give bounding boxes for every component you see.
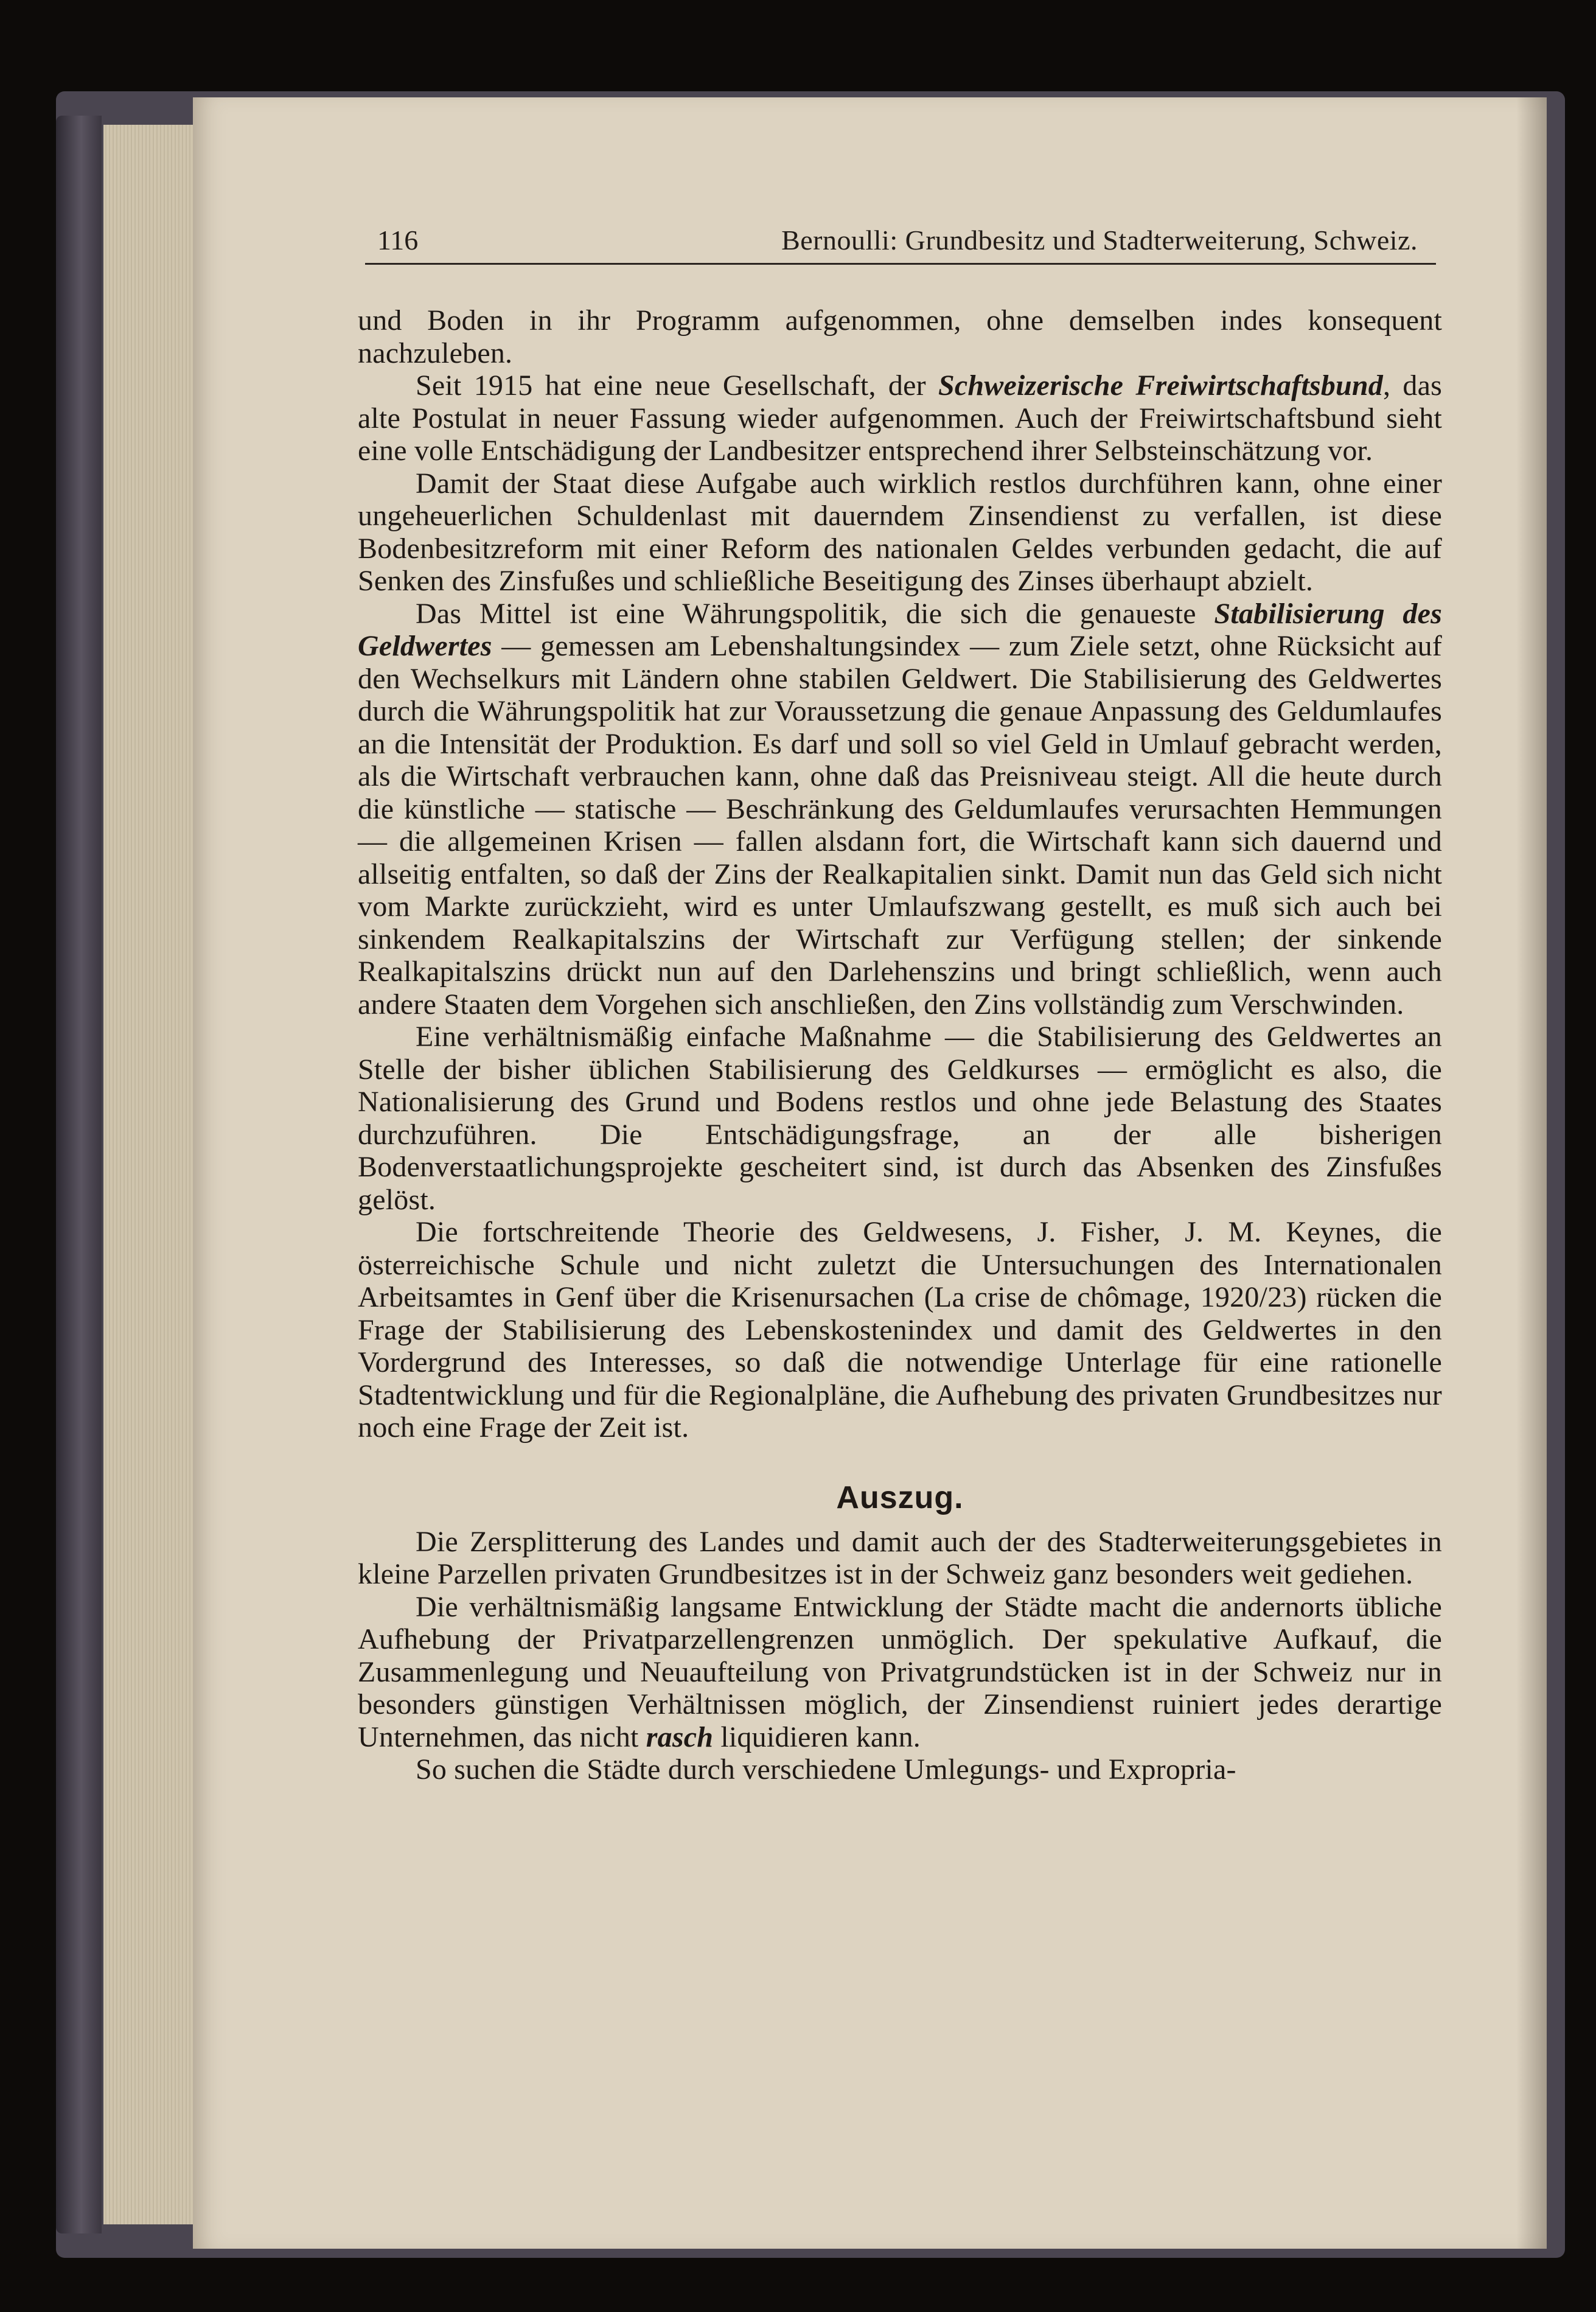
summary-paragraph bbox=[358, 1591, 1442, 1754]
paragraph-text: — gemessen am Lebenshaltungsindex — zum Ziele setzt, ohne Rücksicht auf den Wechselkurs mit Ländern ohne stabilen Geldwert. Die Stabilisierung des Geldwertes durch die Währungspolitik hat zur Voraussetzung die genaue Anpassung des Geldumlaufes an die Intensität der Produktion. Es darf und soll so viel Geld in Umlauf gebracht werden, als die Wirtschaft verbrauchen kann, ohne daß das Preisniveau steigt. All die heute durch die künstliche — statische — Beschränkung des Geldumlaufes verursachten Hemmungen — die allgemeinen Krisen — fallen alsdann fort, die Wirtschaft kann sich dauernd und allseitig entfalten, so daß der Zins der Realkapitalien sinkt. Damit nun das Geld sich nicht vom Markte zurückzieht, wird es unter Umlaufszwang gestellt, es muß sich auch bei sinkendem Realkapitalszins der Wirtschaft zur Verfügung stellen; der sinkende Realkapitalszins drückt nun auf den Darlehenszins und bringt schließlich, wenn auch andere Staaten dem Vorgehen sich anschließen, den Zins vollständig zum Verschwinden. bbox=[358, 630, 1442, 1021]
body-text bbox=[358, 304, 1442, 1786]
paragraph-text: Eine verhältnismäßig einfache Maßnahme — die Stabilisierung des Geldwertes an Stelle der bisher üblichen Stabilisierung des Geldkurses — ermöglicht es also, die Nationalisierung des Grund und Bodens restlos und ohne jede Belastung des Staates durchzuführen. Die Entschädigungsfrage, an der alle bisherigen Bodenverstaatlichungsprojekte gescheitert sind, ist durch das Absenken des Zinsfußes gelöst. bbox=[358, 1021, 1442, 1216]
paragraph-text: Die verhältnismäßig langsame Entwicklung der Städte macht die andernorts übliche Aufhebung der Privatparzellengrenzen unmöglich. Der spekulative Aufkauf, die Zusammenlegung und Neuaufteilung von Privatgrundstücken ist in der Schweiz nur in besonders günstigen Verhältnissen möglich, der Zinsendienst ruiniert jedes derartige Unternehmen, das nicht bbox=[358, 1590, 1442, 1753]
emphasis: Schweizerische Freiwirtschaftsbund bbox=[938, 369, 1383, 402]
paragraph-text: , das alte Postulat in neuer Fassung wieder aufgenommen. Auch der Freiwirtschaftsbund sieht eine volle Entschädigung der Landbesitzer entsprechend ihrer Selbsteinschätzung vor. bbox=[358, 369, 1443, 467]
running-header bbox=[365, 224, 1436, 265]
paragraph-text: liquidieren kann. bbox=[713, 1720, 921, 1753]
emphasis: rasch bbox=[646, 1720, 714, 1753]
paragraph-text: Damit der Staat diese Aufgabe auch wirklich restlos durchführen kann, ohne einer ungeheuerlichen Schuldenlast mit dauerndem Zinsendienst zu verfallen, ist diese Bodenbesitzreform mit einer Reform des nationalen Geldes verbunden gedacht, die auf Senken des Zinsfußes und schließliche Beseitigung des Zinses überhaupt abzielt. bbox=[358, 467, 1442, 597]
paragraph-text: Die Zersplitterung des Landes und damit auch der des Stadterweiterungsgebietes in kleine Parzellen privaten Grundbesitzes ist in der Schweiz ganz besonders weit gediehen. bbox=[358, 1525, 1442, 1590]
summary-paragraph bbox=[358, 1753, 1442, 1786]
paragraph-text: Seit 1915 hat eine neue Gesellschaft, der bbox=[416, 369, 939, 402]
paragraph bbox=[358, 1021, 1442, 1216]
summary-paragraph bbox=[358, 1526, 1442, 1591]
page-gutter-shadow bbox=[1516, 97, 1547, 2249]
running-title: Bernoulli: Grundbesitz und Stadterweiterung, Schweiz. bbox=[781, 225, 1418, 256]
paragraph-text: Das Mittel ist eine Währungspolitik, die sich die genaueste bbox=[416, 597, 1214, 630]
paragraph bbox=[358, 467, 1442, 598]
paragraph-text: Die fortschreitende Theorie des Geldwesens, J. Fisher, J. M. Keynes, die österreichische Schule und nicht zuletzt die Untersuchungen des Internationalen Arbeitsamtes in Genf über die Krisenursachen (La crise de chômage, 1920/23) rücken die Frage der Stabilisierung des Lebenskostenindex und damit des Geldwertes in den Vordergrund des Interesses, so daß die notwendige Unterlage für eine rationelle Stadtentwicklung und für die Regionalpläne, die Aufhebung des privaten Grundbesitzes nur noch eine Frage der Zeit ist. bbox=[358, 1216, 1442, 1444]
page-edges bbox=[103, 125, 195, 2224]
paragraph bbox=[358, 1216, 1442, 1444]
emphasis: Stabilisierung des Geldwertes bbox=[358, 597, 1443, 662]
paragraph bbox=[358, 369, 1442, 467]
section-heading: Auszug. bbox=[836, 1479, 964, 1515]
book-spine bbox=[56, 116, 102, 2233]
page-number: 116 bbox=[377, 225, 419, 256]
paragraph bbox=[358, 598, 1442, 1021]
paragraph bbox=[358, 304, 1442, 369]
paragraph-text: So suchen die Städte durch verschiedene Umlegungs- und Expropria- bbox=[416, 1753, 1236, 1786]
paragraph-text: und Boden in ihr Programm aufgenommen, ohne demselben indes konsequent nachzuleben. bbox=[358, 304, 1442, 369]
